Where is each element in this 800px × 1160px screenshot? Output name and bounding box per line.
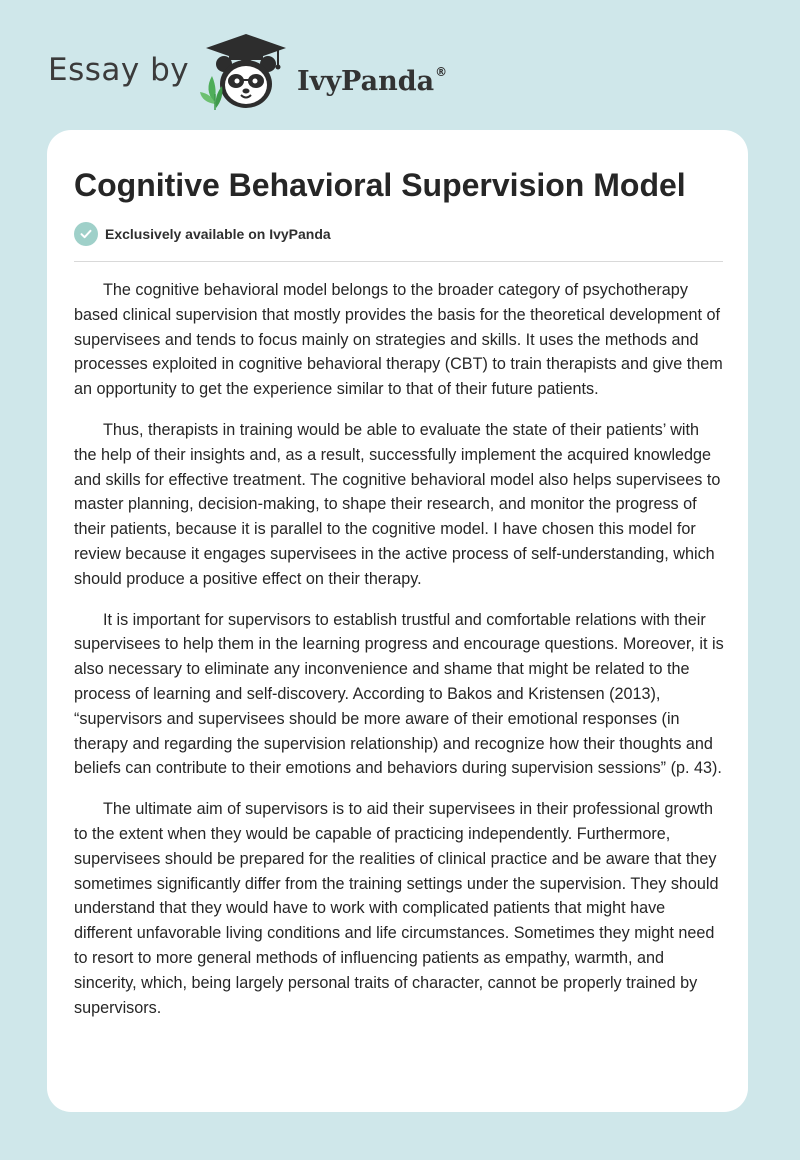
registered-mark: ®: [435, 65, 448, 79]
essay-body: [74, 278, 724, 1036]
essay-paragraph-4: The ultimate aim of supervisors is to aid their supervisees in their professional growth to the extent when they would be capable of practicing independently. Furthermore, supervisees should be prepared for the realities of clinical practice and be aware that they sometimes significantly differ from the training settings under the supervision. They should understand that they would have to work with complicated patients that might have different unfavorable living conditions and life circumstances. Sometimes they might need to resort to more general methods of influencing patients as empathy, warmth, and sincerity, which, being largely personal traits of character, cannot be properly trained by supervisors.: [74, 800, 719, 1017]
essay-paragraph-2: Thus, therapists in training would be able to evaluate the state of their patients’ with the help of their insights and, as a result, successfully implement the acquired knowledge and skills for effective treatment. The cognitive behavioral model also helps supervisees to master planning, decision-making, to shape their research, and monitor the progress of their patients, because it is parallel to the cognitive model. I have chosen this model for review because it engages supervisees in the active process of self-understanding, which should produce a positive effect on their therapy.: [74, 420, 721, 588]
exclusive-badge-text: Exclusively available on IvyPanda: [105, 226, 331, 242]
ivypanda-panda-logo-icon[interactable]: [196, 32, 296, 112]
title-divider: [74, 261, 723, 262]
essay-card: [47, 130, 748, 1112]
check-circle-icon: [74, 222, 98, 246]
essay-paragraph-3: It is important for supervisors to establish trustful and comfortable relations with their supervisees to help them in the learning progress and encourage questions. Moreover, it is also necessary to eliminate any inconvenience and shame that might be related to the process of learning and self-discovery. According to Bakos and Kristensen (2013), “supervisors and supervisees should be more aware of their emotional responses (in therapy and regarding the supervision relationship) and recognize how their thoughts and beliefs can contribute to their emotions and behaviors during supervision sessions” (p. 43).: [74, 610, 724, 778]
essay-title: Cognitive Behavioral Supervision Model: [74, 167, 686, 203]
essay-paragraph-1: The cognitive behavioral model belongs to the broader category of psychotherapy based clinical supervision that mostly provides the basis for the theoretical development of supervisees and tends to focus mainly on strategies and skills. It uses the methods and processes exploited in cognitive behavioral therapy (CBT) to train therapists and give them an opportunity to get the experience similar to that of their future patients.: [74, 281, 723, 399]
essay-by-label: Essay by: [48, 52, 190, 88]
brand-name-text: IvyPanda: [297, 66, 435, 97]
exclusive-badge: [74, 221, 331, 247]
ivypanda-brand-name[interactable]: [297, 52, 447, 102]
site-header: [0, 0, 800, 125]
